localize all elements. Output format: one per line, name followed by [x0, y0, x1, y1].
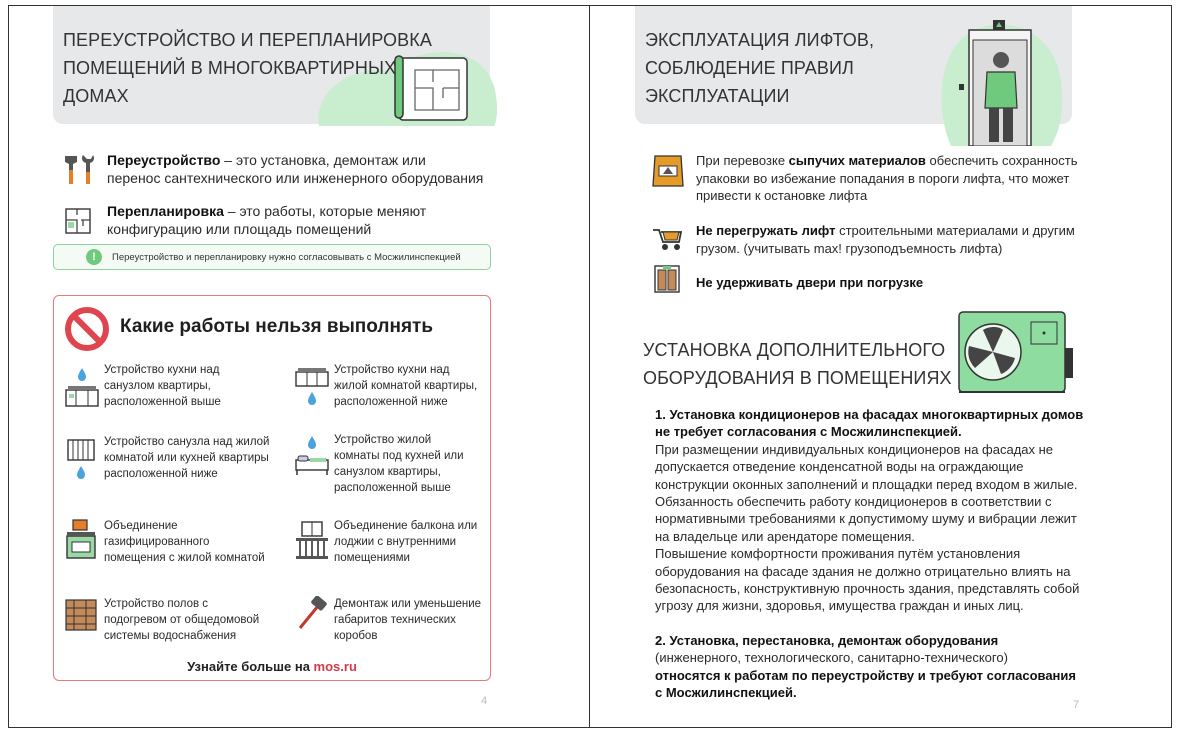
ac-para-line: При размещении индивидуальных кондиционеров на фасадах не: [655, 441, 1054, 457]
mos-ru-link[interactable]: mos.ru: [313, 659, 357, 674]
item-line: санузлом квартиры,: [104, 380, 211, 392]
forbidden-item: [104, 362, 221, 410]
right-header-title-line: ЭКСПЛУАТАЦИЯ ЛИФТОВ,: [645, 30, 875, 50]
balcony-icon: [294, 520, 330, 560]
section2-title-line: ОБОРУДОВАНИЯ В ПОМЕЩЕНИЯХ: [643, 368, 952, 388]
cement-bag-icon: [651, 152, 685, 188]
exclamation-icon: !: [86, 249, 102, 265]
ac-para-line: Обязанность обеспечить работу кондиционеров в соответствии с: [655, 494, 1052, 510]
forbidden-item: [334, 518, 477, 566]
rule-text: грузом. (учитывать max! грузоподъемность лифта): [696, 240, 1003, 256]
def-text: – это установка, демонтаж или: [220, 152, 426, 168]
elevator-door-icon: [653, 264, 681, 294]
equip-para-bold: 2. Установка, перестановка, демонтаж оборудования: [655, 633, 999, 648]
item-line: Устройство жилой: [334, 434, 432, 446]
item-line: расположенной выше: [104, 396, 221, 408]
left-header-title: [63, 26, 432, 110]
item-line: Объединение балкона или: [334, 520, 478, 532]
forbidden-item: [334, 596, 481, 644]
section2-title-line: УСТАНОВКА ДОПОЛНИТЕЛЬНОГО: [643, 340, 946, 360]
rule-doors: [696, 274, 923, 292]
floor-heating-icon: [64, 598, 98, 632]
def-pereustroistvo: [107, 151, 483, 187]
kitchen-below-icon: [294, 364, 330, 408]
equipment-paragraph: [655, 632, 1076, 702]
rule-bold: Не удерживать двери при погрузке: [696, 275, 924, 290]
left-header-title-line: ДОМАХ: [63, 86, 129, 106]
forbidden-item: [334, 432, 464, 496]
forbidden-item: [334, 362, 477, 410]
learn-more-text: Узнайте больше на: [187, 659, 314, 674]
def-text: конфигурацию или площадь помещений: [107, 221, 372, 237]
left-header-title-line: ПОМЕЩЕНИЙ В МНОГОКВАРТИРНЫХ: [63, 58, 397, 78]
rule-text: упаковки во избежание попадания в пороги лифта, что может: [696, 170, 1070, 186]
ac-para-line: безопасность, конструктивную прочность здания, представлять собой: [655, 581, 1080, 597]
wheelbarrow-icon: [651, 224, 683, 252]
rule-bold: сыпучих материалов: [788, 153, 926, 168]
equip-para-bold: относятся к работам по переустройству и требуют согласования: [655, 667, 1076, 683]
document-sheet: [8, 5, 1172, 728]
ac-para-line: конструкции оконных заполнений и площадки перед входом в жилые.: [655, 476, 1078, 492]
page-number: 4: [481, 695, 488, 707]
rule-text: При перевозке: [696, 153, 789, 168]
tools-icon: [61, 152, 97, 188]
approval-note: [53, 244, 491, 270]
air-conditioner-icon: [955, 308, 1077, 398]
right-header: [635, 6, 1072, 124]
item-line: помещения с жилой комнатой: [104, 552, 265, 564]
forbidden-works-box: [53, 295, 491, 681]
ac-para-bold: не требует согласования с Мосжилинспекцией.: [655, 424, 962, 440]
item-line: газифицированного: [104, 536, 210, 548]
ac-para-line: на владельце или арендаторе помещения.: [655, 528, 915, 544]
ac-para-bold: 1. Установка кондиционеров на фасадах многоквартирных домов: [655, 407, 1084, 422]
item-line: подогревом от общедомовой: [104, 614, 260, 626]
item-line: Устройство санузла над жилой: [104, 436, 270, 448]
def-pereplanirovka: [107, 202, 426, 238]
item-line: помещениями: [334, 552, 410, 564]
item-line: Демонтаж или уменьшение: [334, 598, 482, 610]
rule-bulk-materials: [696, 152, 1078, 205]
ac-para-line: Повышение комфортности проживания путём установления: [655, 546, 1021, 562]
ac-para-line: оборудования на фасаде здания не должно отрицательно влиять на: [655, 563, 1071, 579]
item-line: расположенной ниже: [104, 468, 218, 480]
learn-more: [54, 659, 490, 674]
rule-no-overload: [696, 222, 1075, 257]
forbidden-item: [104, 434, 269, 482]
right-header-title: [645, 26, 874, 110]
item-line: коробов: [334, 630, 378, 642]
item-line: расположенной выше: [334, 482, 451, 494]
item-line: габаритов технических: [334, 614, 456, 626]
item-line: Устройство полов с: [104, 598, 209, 610]
equip-para-line: (инженерного, технологического, санитарно-технического): [655, 650, 1008, 666]
right-header-title-line: СОБЛЮДЕНИЕ ПРАВИЛ: [645, 58, 854, 78]
bathroom-icon: [64, 436, 98, 482]
left-header-title-line: ПЕРЕУСТРОЙСТВО И ПЕРЕПЛАНИРОВКА: [63, 30, 432, 50]
forbidden-item: [104, 596, 259, 644]
item-line: системы водоснабжения: [104, 630, 237, 642]
kitchen-above-icon: [64, 366, 100, 408]
item-line: лоджии с внутренними: [334, 536, 457, 548]
def-term: Переустройство: [107, 152, 221, 168]
item-line: расположенной ниже: [334, 396, 448, 408]
page-number: 7: [1073, 699, 1080, 711]
approval-note-text: Переустройство и перепланировку нужно согласовывать с Мосжилинспекцией: [112, 252, 461, 263]
ac-para-line: угрозу для жизни, здоровья, имущества граждан и иных лиц.: [655, 598, 1024, 614]
hammer-icon: [294, 596, 328, 632]
ac-para-line: допускается отведение конденсатной воды на ограждающие: [655, 459, 1024, 475]
prohibited-icon: [64, 306, 110, 352]
item-line: Устройство кухни над: [104, 364, 220, 376]
rule-text: привести к остановке лифта: [696, 188, 868, 204]
def-text: перенос сантехнического или инженерного оборудования: [107, 170, 484, 186]
page-left: [9, 6, 590, 727]
forbidden-item: [104, 518, 265, 566]
item-line: жилой комнатой квартиры,: [334, 380, 478, 392]
forbidden-title: Какие работы нельзя выполнять: [120, 316, 434, 337]
elevator-person-illustration: [931, 12, 1071, 146]
rule-bold: Не перегружать лифт: [696, 223, 836, 238]
ac-paragraph: [655, 406, 1083, 615]
item-line: Устройство кухни над: [334, 364, 450, 376]
page-right: [591, 6, 1171, 727]
right-header-title-line: ЭКСПЛУАТАЦИИ: [645, 86, 790, 106]
def-term: Перепланировка: [107, 203, 224, 219]
equip-para-bold: с Мосжилинспекцией.: [655, 685, 797, 701]
item-line: комнатой или кухней квартиры: [104, 452, 269, 464]
rule-text: обеспечить сохранность: [925, 153, 1078, 168]
rule-text: строительными материалами и другим: [835, 223, 1075, 238]
def-text: – это работы, которые меняют: [223, 203, 427, 219]
item-line: санузлом квартиры,: [334, 466, 441, 478]
item-line: Объединение: [104, 520, 178, 532]
section2-title: [643, 336, 952, 392]
item-line: комнаты под кухней или: [334, 450, 464, 462]
floorplan-icon: [63, 206, 93, 236]
left-header: [53, 6, 490, 124]
ac-para-line: нормативными требованиями к допустимому шуму и вибрации лежит: [655, 511, 1077, 527]
gas-stove-icon: [64, 518, 98, 562]
bedroom-icon: [294, 434, 330, 480]
